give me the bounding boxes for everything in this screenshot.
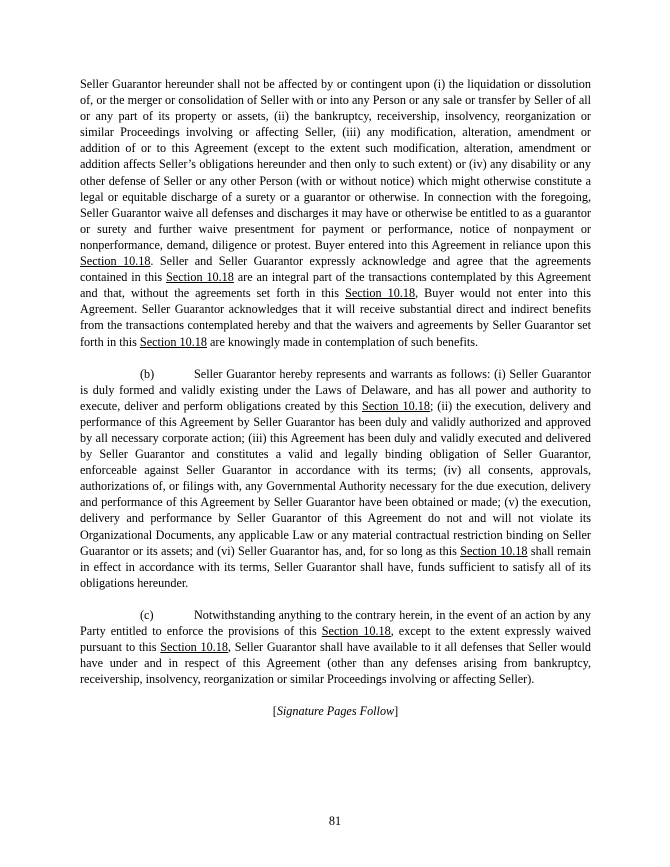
section-reference: Section 10.18 [139, 334, 207, 349]
section-reference: Section 10.18 [321, 624, 391, 638]
signature-pages-note: [Signature Pages Follow] [272, 704, 399, 719]
paragraph-label: (c) [140, 607, 154, 622]
section-reference: Section 10.18 [361, 398, 430, 413]
paragraph-a-continuation: Seller Guarantor hereunder shall not be affected by or contingent upon (i) the liquidation or dissolution of, or the merger or consolidation of Seller with or into any Person or any sale or transfer by Seller of all or any part of its property or assets, (ii) the bankruptcy, receivership, insolvency, reorganization or similar Proceedings involving or affecting Seller, (iii) any modification, alteration, amendment or addition of or to this Agreement (except to the extent such modification, alteration, amendment or addition affects Seller’s obligations hereunder and then only to such extent) or (iv) any disability or any other defense of Seller or any other Person (with or without notice) which might otherwise constitute a legal or equitable discharge of a surety or a guarantor or otherwise. In connection with the foregoing, Seller Guarantor waive all defenses and discharges it may have or otherwise be entitled to as a guarantor or surety and further waive presentment for payment or performance, notice of nonpayment or nonperformance, demand, diligence or protest. Buyer entered into this Agreement in reliance upon this Section 10.18. Seller and Seller Guarantor expressly acknowledge and agree that the agreements contained in this Section 10.18 are an integral part of the transactions contemplated by this Agreement and that, without the agreements set forth in this Section 10.18, Buyer would not enter into this Agreement. Seller Guarantor acknowledges that it will receive substantial direct and indirect benefits from the transactions contemplated hereby and that the waivers and agreements by Seller Guarantor set forth in this Section 10.18 are knowingly made in contemplation of such benefits. [80, 77, 591, 349]
page-number: 81 [328, 814, 342, 828]
paragraph-label: (b) [140, 366, 155, 381]
section-reference: Section 10.18 [166, 270, 234, 285]
paragraph-c: (c) Notwithstanding anything to the contrary herein, in the event of an action by any Party entitled to enforce the provisions of this Section 10.18, except to the extent expressly waived pursuant to this Section 10.18, Seller Guarantor shall have available to it all defenses that Seller would have under and in respect of this Agreement (other than any defenses arising from bankruptcy, receivership, insolvency, reorganization or similar Proceedings involving or affecting Seller). [80, 607, 591, 687]
section-reference: Section 10.18 [345, 286, 416, 301]
section-reference: Section 10.18 [80, 254, 151, 269]
section-reference: Section 10.18 [160, 640, 228, 655]
paragraph-b: (b) Seller Guarantor hereby represents and warrants as follows: (i) Seller Guarantor is duly formed and validly existing under the Laws of Delaware, and has all power and authority to execute, deliver and perform obligations created by this Section 10.18; (ii) the execution, delivery and performance of this Agreement by Seller Guarantor has been duly and validly authorized and approved by all necessary corporate action; (iii) this Agreement has been duly and validly executed and delivered by Seller Guarantor and constitutes a valid and legally binding obligation of Seller Guarantor, enforceable against Seller Guarantor in accordance with its terms; (iv) all consents, approvals, authorizations of, or filings with, any Governmental Authority necessary for the due execution, delivery and performance of this Agreement by Seller Guarantor have been obtained or made; (v) the execution, delivery and performance by Seller Guarantor of this Agreement do not and will not violate its Organizational Documents, any applicable Law or any material contractual restriction binding on Seller Guarantor or its assets; and (vi) Seller Guarantor has, and, for so long as this Section 10.18 shall remain in effect in accordance with its terms, Seller Guarantor shall have, funds sufficient to satisfy all of its obligations hereunder. [80, 366, 592, 590]
section-reference: Section 10.18 [460, 543, 528, 558]
